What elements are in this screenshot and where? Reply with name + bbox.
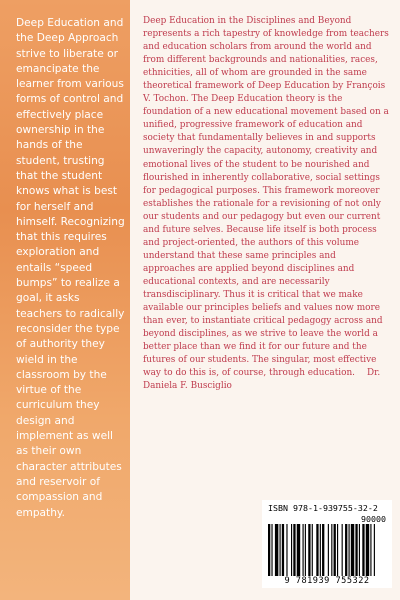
isbn-number: ISBN 978-1-939755-32-2 xyxy=(268,503,378,513)
isbn-barcode xyxy=(262,500,392,588)
price-code: 90000 xyxy=(361,514,386,524)
signature: Dr. Daniela F. Busciglio xyxy=(143,368,381,392)
barcode-icon xyxy=(268,524,386,576)
barcode-digits: 9 781939 755322 xyxy=(284,576,370,586)
main-blurb xyxy=(143,15,389,393)
sidebar-text: Deep Education and the Deep Approach strive to liberate or emancipate the learner from various forms of control and effectively place ownership in the hands of the student, trusting that the student knows what is best for herself and himself. Recognizing that this requires exploration and entails “speed bumps” to realize a goal, it asks teachers to radically reconsider the type of authority they wield in the classroom by the virtue of the curriculum they design and implement as well as their own character attributes and reservoir of compassion and empathy. xyxy=(16,17,125,519)
orange-sidebar xyxy=(0,0,130,600)
blurb-text: Deep Education in the Disciplines and Beyond represents a rich tapestry of knowledge from teachers and education scholars from around the world and from different backgrounds and nationalities, races, ethnicities, all of whom are grounded in the same theoretical framework of Deep Education by François V. Tochon. The Deep Education theory is the foundation of a new educational movement based on a unified, progressive framework of education and society that fundamentally believes in and supports unwaveringly the capacity, autonomy, creativity and emotional lives of the student to be nourished and flourished in inherently collaborative, social settings for pedagogical purposes. This framework moreover establishes the rationale for a revisioning of not only our students and our pedagogy but even our current and future selves. Because life itself is both process and project-oriented, the authors of this volume understand that these same principles and approaches are applied beyond disciplines and educational contexts, and are necessarily transdisciplinary. Thus it is critical that we make available our principles beliefs and values now more than ever, to instantiate critical pedagogy across and beyond disciplines, as we strive to leave the world a better place than we find it for our future and the futures of our students. The singular, most effective way to do this is, of course, through education. xyxy=(143,16,389,379)
